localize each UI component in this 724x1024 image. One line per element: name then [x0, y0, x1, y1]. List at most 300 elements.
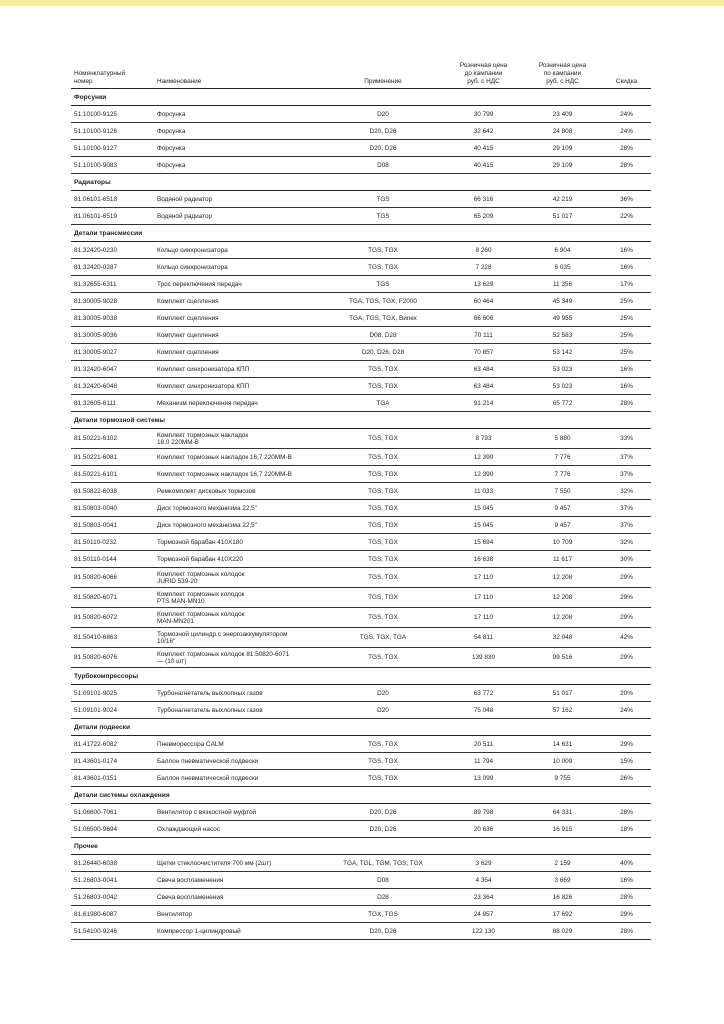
- application-cell: D20, D26: [369, 144, 397, 152]
- table-row: [71, 157, 651, 174]
- campaign-price-cell: 7 776: [554, 470, 571, 478]
- application-cell: TGS, TGX, TGA: [359, 634, 407, 641]
- application-cell: TGS, TGX: [368, 594, 398, 601]
- retail-price-cell: 122 130: [471, 927, 496, 935]
- part-number-cell: 81.50820-6072: [74, 614, 117, 621]
- retail-price-cell: 70 111: [474, 331, 493, 339]
- part-number-cell: 51.10100-9125: [74, 110, 117, 118]
- campaign-price-cell: 53 023: [552, 382, 573, 390]
- section-header: Детали подвески: [71, 719, 651, 736]
- retail-price-cell: 63 484: [473, 365, 494, 373]
- discount-cell: 29%: [620, 740, 633, 748]
- name-cell: Вентилятор: [157, 910, 192, 918]
- discount-cell: 29%: [620, 614, 633, 621]
- discount-cell: 30%: [620, 555, 633, 563]
- retail-price-cell: 23 364: [473, 893, 494, 901]
- discount-cell: 37%: [620, 453, 633, 461]
- name-cell: Трос переключения передач: [157, 280, 242, 288]
- name-cell: Комплект тормозных накладок 16,7 220MM-B: [157, 453, 292, 461]
- discount-cell: 26%: [620, 774, 633, 782]
- retail-price-cell: 7 228: [475, 263, 492, 271]
- retail-price-cell: 65 209: [473, 212, 494, 220]
- application-cell: TGS, TGX: [368, 614, 398, 621]
- retail-price-cell: 17 110: [473, 574, 494, 581]
- discount-cell: 29%: [620, 910, 633, 918]
- retail-price-cell: 8 793: [475, 435, 492, 442]
- campaign-price-cell: 51 017: [552, 689, 573, 697]
- price-table: [71, 56, 651, 940]
- campaign-price-cell: 9 457: [554, 521, 571, 529]
- table-row: [71, 259, 651, 276]
- table-row: [71, 855, 651, 872]
- application-cell: TGS, TGX: [368, 246, 398, 254]
- campaign-price-cell: 29 109: [552, 144, 573, 152]
- name-cell: Ремкомплект дисковых тормозов: [157, 487, 256, 495]
- name-cell: Комплект тормозных колодок 81.50820-6071 — (10 шт): [157, 650, 290, 665]
- application-cell: D20, D26, D28: [361, 348, 405, 356]
- application-cell: D28: [377, 893, 389, 901]
- retail-price-cell: 66 316: [473, 195, 494, 203]
- header-part-number: Номенклатурный номер: [74, 70, 126, 85]
- campaign-price-cell: 24 808: [552, 127, 573, 135]
- part-number-cell: 81.50410-6863: [74, 634, 117, 641]
- name-cell: Комплект синхронизатора КПП: [157, 365, 250, 373]
- application-cell: D08: [377, 876, 389, 884]
- table-row: [71, 449, 651, 466]
- application-cell: D20: [377, 706, 389, 714]
- discount-cell: 16%: [620, 246, 633, 254]
- application-cell: TGS, TGX: [368, 453, 398, 461]
- part-number-cell: 51.09101-9024: [74, 706, 117, 714]
- table-row: [71, 770, 651, 787]
- application-cell: TGS: [376, 195, 390, 203]
- name-cell: Комплект сцепления: [157, 331, 219, 339]
- header-application: Применение: [364, 78, 402, 85]
- part-number-cell: 51.10100-9127: [74, 144, 117, 152]
- table-row: [71, 736, 651, 753]
- application-cell: TGS, TGX: [368, 774, 398, 782]
- discount-cell: 29%: [620, 574, 633, 581]
- discount-cell: 16%: [620, 876, 633, 884]
- campaign-price-cell: 7 776: [554, 453, 571, 461]
- application-cell: D20, D26: [369, 825, 397, 833]
- discount-cell: 32%: [620, 487, 633, 495]
- retail-price-cell: 89 798: [473, 808, 494, 816]
- campaign-price-cell: 16 915: [552, 825, 573, 833]
- name-cell: Комплект тормозных колодок PTS MAN-MN10: [157, 590, 245, 605]
- table-row: [71, 242, 651, 259]
- retail-price-cell: 4 354: [475, 876, 492, 884]
- retail-price-cell: 12 390: [473, 470, 494, 478]
- application-cell: D08, D28: [369, 331, 397, 339]
- campaign-price-cell: 57 162: [552, 706, 573, 714]
- discount-cell: 15%: [620, 757, 633, 765]
- discount-cell: 28%: [620, 927, 633, 935]
- retail-price-cell: 70 857: [473, 348, 494, 356]
- campaign-price-cell: 11 617: [552, 555, 573, 563]
- discount-cell: 22%: [620, 212, 633, 220]
- discount-cell: 25%: [620, 348, 633, 356]
- campaign-price-cell: 99 516: [552, 654, 573, 661]
- part-number-cell: 81.30005-9038: [74, 314, 117, 322]
- application-cell: TGS, TGX: [368, 521, 398, 529]
- table-row: [71, 106, 651, 123]
- campaign-price-cell: 12 208: [552, 574, 573, 581]
- table-row: [71, 648, 651, 668]
- name-cell: Охлаждающий насос: [157, 825, 221, 833]
- discount-cell: 40%: [620, 859, 633, 867]
- application-cell: TGS, TGX: [368, 538, 398, 546]
- name-cell: Баллон пневматической подвески: [157, 774, 259, 782]
- retail-price-cell: 8 260: [475, 246, 492, 254]
- application-cell: D20: [377, 110, 389, 118]
- part-number-cell: 81.50803-0041: [74, 521, 117, 529]
- campaign-price-cell: 53 142: [552, 348, 573, 356]
- section-header: Детали трансмиссии: [71, 225, 651, 242]
- application-cell: TGS: [376, 280, 390, 288]
- part-number-cell: 81.41722-6082: [74, 740, 117, 748]
- campaign-price-cell: 14 631: [552, 740, 573, 748]
- part-number-cell: 81.26440-6038: [74, 859, 117, 867]
- table-row: [71, 500, 651, 517]
- retail-price-cell: 63 772: [473, 689, 494, 697]
- name-cell: Форсунка: [157, 127, 186, 135]
- retail-price-cell: 30 799: [473, 110, 494, 118]
- part-number-cell: 51.10100-9126: [74, 127, 117, 135]
- section-header: Форсунки: [71, 89, 651, 106]
- retail-price-cell: 15 045: [473, 521, 494, 529]
- campaign-price-cell: 12 208: [552, 594, 573, 601]
- name-cell: Тормозной барабан 410X180: [157, 538, 243, 546]
- part-number-cell: 51.06500-9694: [74, 825, 117, 833]
- table-row: [71, 310, 651, 327]
- application-cell: TGS, TGX: [368, 740, 398, 748]
- section-header: Детали системы охлаждения: [71, 787, 651, 804]
- campaign-price-cell: 49 955: [552, 314, 573, 322]
- part-number-cell: 81.06101-6518: [74, 195, 117, 203]
- retail-price-cell: 11 033: [473, 487, 494, 495]
- campaign-price-cell: 7 550: [554, 487, 571, 495]
- table-row: [71, 889, 651, 906]
- application-cell: TGA: [376, 399, 390, 407]
- retail-price-cell: 11 794: [473, 757, 494, 765]
- discount-cell: 25%: [620, 331, 633, 339]
- part-number-cell: 81.30005-9036: [74, 331, 117, 339]
- table-row: [71, 804, 651, 821]
- application-cell: TGA, TGS, TGX, F2000: [349, 297, 417, 305]
- name-cell: Форсунка: [157, 110, 186, 118]
- campaign-price-cell: 2 159: [554, 859, 571, 867]
- name-cell: Пневморессора CALM: [157, 740, 224, 748]
- table-row: [71, 208, 651, 225]
- table-row: [71, 923, 651, 940]
- part-number-cell: 81.43601-0174: [74, 757, 117, 765]
- discount-cell: 25%: [620, 314, 633, 322]
- part-number-cell: 51.10100-9083: [74, 161, 117, 169]
- retail-price-cell: 20 636: [473, 825, 494, 833]
- table-body: [71, 89, 651, 940]
- campaign-price-cell: 23 409: [552, 110, 573, 118]
- name-cell: Форсунка: [157, 144, 186, 152]
- discount-cell: 32%: [620, 538, 633, 546]
- campaign-price-cell: 65 772: [552, 399, 573, 407]
- retail-price-cell: 63 484: [473, 382, 494, 390]
- retail-price-cell: 12 390: [473, 453, 494, 461]
- application-cell: D20, D26: [369, 927, 397, 935]
- application-cell: TGS, TGX: [368, 263, 398, 271]
- discount-cell: 29%: [620, 654, 633, 661]
- part-number-cell: 81.50820-6076: [74, 654, 117, 661]
- name-cell: Комплект сцепления: [157, 297, 219, 305]
- application-cell: TGS, TGX: [368, 574, 398, 581]
- section-header: Турбокомпрессоры: [71, 668, 651, 685]
- campaign-price-cell: 32 048: [552, 634, 573, 641]
- part-number-cell: 81.32420-0230: [74, 246, 117, 254]
- application-cell: D08: [377, 161, 389, 169]
- section-header: Прочее: [71, 838, 651, 855]
- campaign-price-cell: 9 457: [554, 504, 571, 512]
- name-cell: Форсунка: [157, 161, 186, 169]
- name-cell: Вентилятор с вязкостной муфтой: [157, 808, 257, 816]
- retail-price-cell: 15 045: [473, 504, 494, 512]
- campaign-price-cell: 6 904: [554, 246, 571, 254]
- part-number-cell: 81.50221-6101: [74, 470, 117, 478]
- discount-cell: 24%: [620, 127, 633, 135]
- part-number-cell: 81.32605-6111: [74, 399, 117, 407]
- name-cell: Турбонагнетатель выхлопных газов: [157, 689, 263, 697]
- part-number-cell: 81.30005-9028: [74, 297, 117, 305]
- table-row: [71, 517, 651, 534]
- campaign-price-cell: 5 880: [554, 435, 571, 442]
- application-cell: TGS, TGX: [368, 757, 398, 765]
- retail-price-cell: 20 511: [473, 740, 494, 748]
- part-number-cell: 81.50221-6081: [74, 453, 117, 461]
- discount-cell: 16%: [620, 382, 633, 390]
- retail-price-cell: 3 629: [475, 859, 492, 867]
- table-row: [71, 628, 651, 648]
- table-row: [71, 534, 651, 551]
- retail-price-cell: 13 629: [473, 280, 494, 288]
- retail-price-cell: 15 694: [473, 538, 494, 546]
- table-row: [71, 568, 651, 588]
- campaign-price-cell: 11 356: [552, 280, 573, 288]
- name-cell: Комплект тормозных колодок MAN-MN201: [157, 610, 245, 625]
- application-cell: TGS, TGX: [368, 487, 398, 495]
- part-number-cell: 51.09101-9025: [74, 689, 117, 697]
- part-number-cell: 81.50110-0232: [74, 538, 117, 546]
- campaign-price-cell: 29 109: [552, 161, 573, 169]
- table-row: [71, 588, 651, 608]
- retail-price-cell: 17 110: [473, 614, 494, 621]
- part-number-cell: 81.61980-6087: [74, 910, 117, 918]
- campaign-price-cell: 88 029: [552, 927, 573, 935]
- name-cell: Свеча воспламенения: [157, 876, 224, 884]
- name-cell: Щетки стеклоочистителя 700 мм (2шт): [157, 859, 272, 867]
- header-discount: Скидка: [615, 78, 638, 85]
- discount-cell: 37%: [620, 521, 633, 529]
- campaign-price-cell: 51 017: [552, 212, 573, 220]
- name-cell: Комплект сцепления: [157, 314, 219, 322]
- retail-price-cell: 139 830: [471, 654, 496, 661]
- campaign-price-cell: 12 208: [552, 614, 573, 621]
- table-row: [71, 906, 651, 923]
- part-number-cell: 51.26803-0041: [74, 876, 117, 884]
- application-cell: D20, D26: [369, 808, 397, 816]
- retail-price-cell: 40 415: [473, 161, 494, 169]
- part-number-cell: 81.50803-0040: [74, 504, 117, 512]
- application-cell: TGX, TGS: [368, 910, 398, 918]
- discount-cell: 28%: [620, 161, 633, 169]
- name-cell: Комплект тормозных накладок 18.0 220MM-B: [157, 431, 249, 446]
- header-name: Наименование: [157, 78, 202, 85]
- discount-cell: 20%: [620, 689, 633, 697]
- discount-cell: 28%: [620, 144, 633, 152]
- table-row: [71, 702, 651, 719]
- name-cell: Тормозной цилиндр с энергоаккумулятором 10/16": [157, 630, 288, 645]
- name-cell: Комплект тормозных колодок JURID 539-20: [157, 570, 245, 585]
- retail-price-cell: 75 048: [473, 706, 494, 714]
- table-row: [71, 872, 651, 889]
- application-cell: TGS, TGX: [368, 365, 398, 373]
- retail-price-cell: 24 957: [473, 910, 494, 918]
- discount-cell: 18%: [620, 825, 633, 833]
- discount-cell: 17%: [620, 280, 633, 288]
- retail-price-cell: 16 638: [473, 555, 494, 563]
- part-number-cell: 81.43601-0151: [74, 774, 117, 782]
- campaign-price-cell: 16 826: [552, 893, 573, 901]
- application-cell: TGS, TGX: [368, 555, 398, 563]
- part-number-cell: 81.50221-6102: [74, 435, 117, 442]
- header-campaign-price: Розничная цена по кампании руб. с НДС: [538, 62, 587, 85]
- campaign-price-cell: 64 331: [552, 808, 573, 816]
- part-number-cell: 81.30005-9027: [74, 348, 117, 356]
- part-number-cell: 81.50110-0144: [74, 555, 117, 563]
- part-number-cell: 51.06600-7061: [74, 808, 117, 816]
- campaign-price-cell: 10 709: [552, 538, 573, 546]
- campaign-price-cell: 3 669: [554, 876, 571, 884]
- campaign-price-cell: 6 035: [554, 263, 571, 271]
- part-number-cell: 51.54100-9246: [74, 927, 117, 935]
- retail-price-cell: 40 415: [473, 144, 494, 152]
- name-cell: Диск тормозного механизма 22,5": [157, 504, 257, 512]
- discount-cell: 28%: [620, 893, 633, 901]
- part-number-cell: 81.50820-6071: [74, 594, 117, 601]
- table-row: [71, 685, 651, 702]
- application-cell: TGS, TGX: [368, 504, 398, 512]
- section-header: Радиаторы: [71, 174, 651, 191]
- campaign-price-cell: 17 692: [552, 910, 573, 918]
- table-row: [71, 551, 651, 568]
- discount-cell: 28%: [620, 808, 633, 816]
- table-row: [71, 753, 651, 770]
- campaign-price-cell: 45 349: [552, 297, 573, 305]
- retail-price-cell: 17 110: [473, 594, 494, 601]
- discount-cell: 37%: [620, 470, 633, 478]
- name-cell: Турбонагнетатель выхлопных газов: [157, 706, 263, 714]
- name-cell: Комплект сцепления: [157, 348, 219, 356]
- discount-cell: 28%: [620, 399, 633, 407]
- table-row: [71, 191, 651, 208]
- discount-cell: 24%: [620, 110, 633, 118]
- name-cell: Баллон пневматической подвески: [157, 757, 259, 765]
- table-row: [71, 466, 651, 483]
- retail-price-cell: 54 811: [473, 634, 494, 641]
- part-number-cell: 51.26803-0042: [74, 893, 117, 901]
- table-row: [71, 429, 651, 449]
- discount-cell: 42%: [620, 634, 633, 641]
- table-row: [71, 378, 651, 395]
- application-cell: TGA, TGL, TGM, TGS, TGX: [343, 859, 423, 867]
- name-cell: Комплект синхронизатора КПП: [157, 382, 250, 390]
- name-cell: Кольцо синхронизатора: [157, 246, 228, 254]
- retail-price-cell: 32 642: [473, 127, 494, 135]
- discount-cell: 37%: [620, 504, 633, 512]
- name-cell: Водяной радиатор: [157, 212, 213, 220]
- table-row: [71, 608, 651, 628]
- part-number-cell: 81.06101-6519: [74, 212, 117, 220]
- application-cell: TGS: [376, 212, 390, 220]
- section-header: Детали тормозной системы: [71, 412, 651, 429]
- discount-cell: 16%: [620, 263, 633, 271]
- top-accent-bar: [0, 0, 724, 6]
- retail-price-cell: 91 214: [473, 399, 494, 407]
- retail-price-cell: 60 464: [473, 297, 494, 305]
- name-cell: Комплект тормозных накладок 16,7 220MM-B: [157, 470, 292, 478]
- part-number-cell: 81.32655-6311: [74, 280, 117, 288]
- table-row: [71, 140, 651, 157]
- retail-price-cell: 13 099: [473, 774, 494, 782]
- part-number-cell: 81.32420-6047: [74, 365, 117, 373]
- discount-cell: 16%: [620, 365, 633, 373]
- campaign-price-cell: 9 755: [554, 774, 571, 782]
- part-number-cell: 81.50820-6066: [74, 574, 117, 581]
- retail-price-cell: 66 606: [473, 314, 494, 322]
- campaign-price-cell: 52 583: [552, 331, 573, 339]
- name-cell: Тормозной барабан 410X220: [157, 555, 243, 563]
- name-cell: Кольцо синхронизатора: [157, 263, 228, 271]
- discount-cell: 33%: [620, 435, 633, 442]
- application-cell: D20: [377, 689, 389, 697]
- campaign-price-cell: 53 023: [552, 365, 573, 373]
- application-cell: D20, D26: [369, 127, 397, 135]
- part-number-cell: 81.32420-0287: [74, 263, 117, 271]
- name-cell: Диск тормозного механизма 22,5": [157, 521, 257, 529]
- name-cell: Водяной радиатор: [157, 195, 213, 203]
- table-header: [71, 56, 651, 89]
- table-row: [71, 327, 651, 344]
- name-cell: Механизм переключения передач: [157, 399, 258, 407]
- discount-cell: 36%: [620, 195, 633, 203]
- application-cell: TGS, TGX: [368, 382, 398, 390]
- application-cell: TGS, TGX: [368, 654, 398, 661]
- application-cell: TGS, TGX: [368, 435, 398, 442]
- table-row: [71, 276, 651, 293]
- campaign-price-cell: 10 009: [552, 757, 573, 765]
- table-row: [71, 293, 651, 310]
- part-number-cell: 81.50822-6038: [74, 487, 117, 495]
- application-cell: TGA, TGS, TGX, Випех: [349, 314, 417, 322]
- header-retail-price: Розничная цена до кампании руб. с НДС: [459, 62, 508, 85]
- name-cell: Свеча воспламенения: [157, 893, 224, 901]
- application-cell: TGS, TGX: [368, 470, 398, 478]
- discount-cell: 25%: [620, 297, 633, 305]
- discount-cell: 24%: [620, 706, 633, 714]
- table-row: [71, 344, 651, 361]
- table-row: [71, 821, 651, 838]
- table-row: [71, 123, 651, 140]
- table-row: [71, 483, 651, 500]
- table-row: [71, 361, 651, 378]
